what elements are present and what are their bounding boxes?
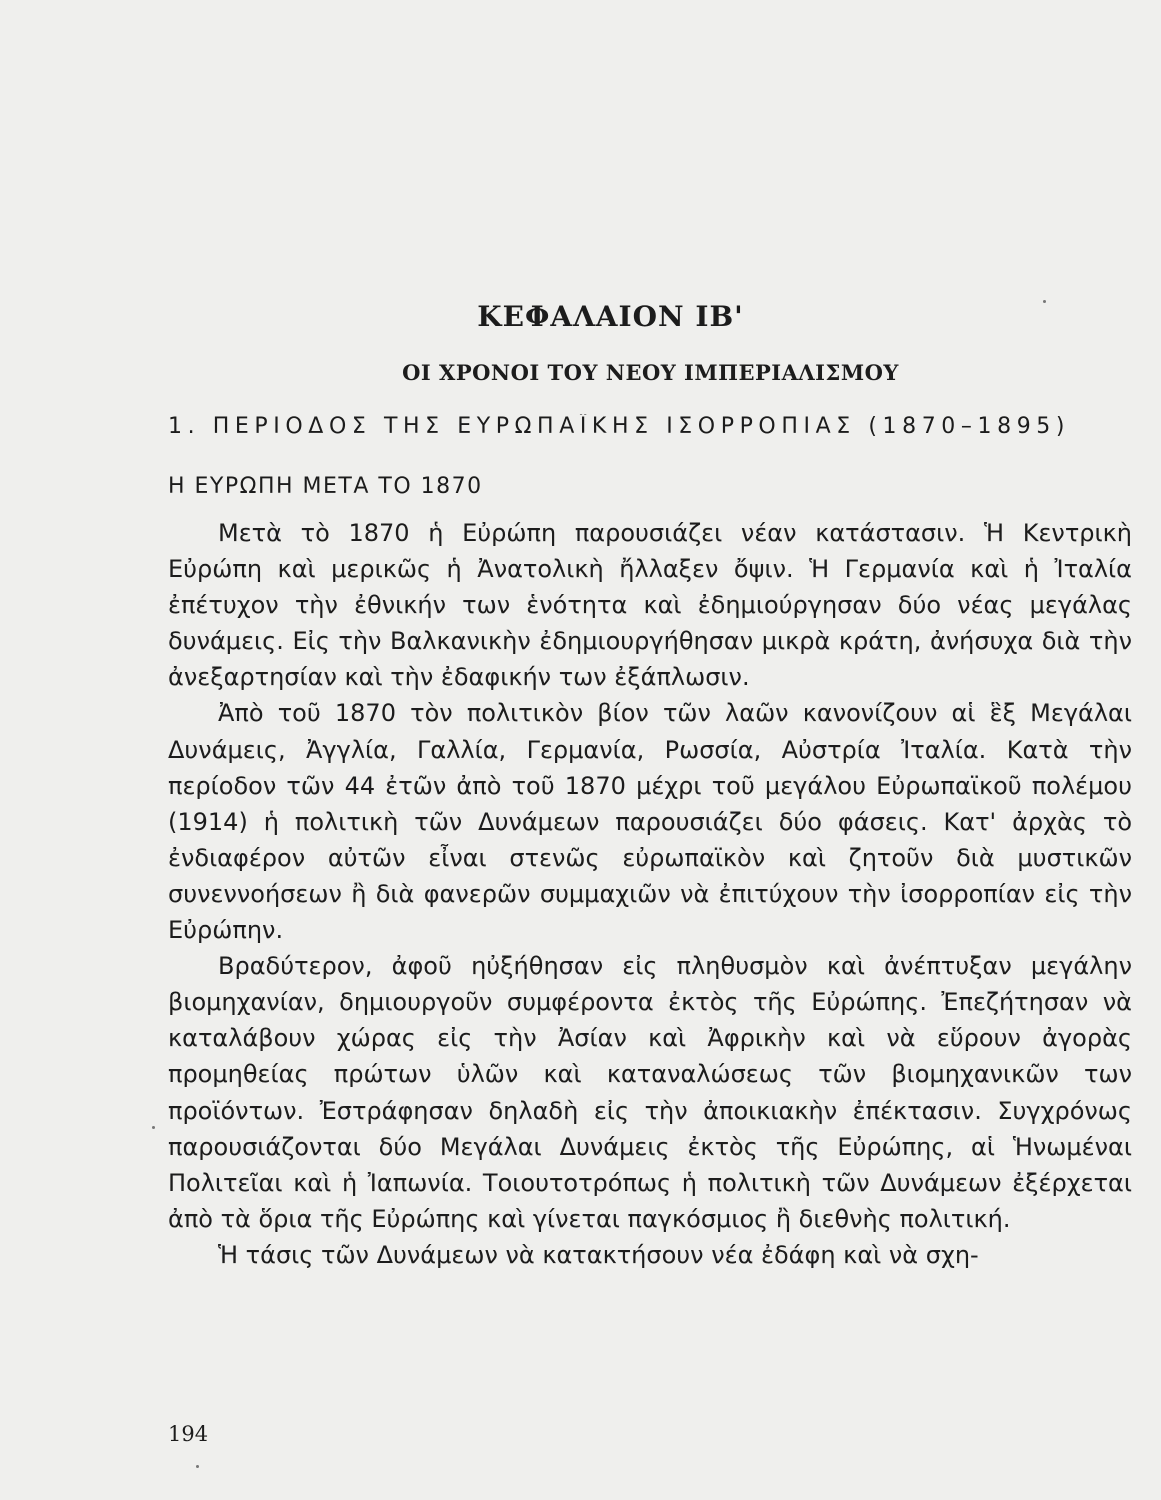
paper-fleck	[196, 1465, 199, 1468]
chapter-title: ΚΕΦΑΛΑΙΟΝ ΙΒ'	[477, 300, 744, 333]
paper-fleck	[1043, 300, 1046, 303]
chapter-subtitle: ΟΙ ΧΡΟΝΟΙ ΤΟΥ ΝΕΟΥ ΙΜΠΕΡΙΑΛΙΣΜΟΥ	[402, 360, 899, 385]
subsection-heading: Η ΕΥΡΩΠΗ ΜΕΤΑ ΤΟ 1870	[168, 474, 483, 499]
page-number: 194	[168, 1422, 209, 1446]
body-text	[168, 515, 1132, 1273]
paragraph-1: Μετὰ τὸ 1870 ἡ Εὐρώπη παρουσιάζει νέαν κατάστασιν. Ἡ Κεντρικὴ Εὐρώπη καὶ μερικῶς ἡ Ἀνατολικὴ ἤλλαξεν ὄψιν. Ἡ Γερμανία καὶ ἡ Ἰταλία ἐπέτυχον τὴν ἐθνικήν των ἑνότητα καὶ ἐδημιούργησαν δύο νέας μεγάλας δυνάμεις. Εἰς τὴν Βαλκανικὴν ἐδημιουργήθησαν μικρὰ κράτη, ἀνήσυχα διὰ τὴν ἀνεξαρτησίαν καὶ τὴν ἐδαφικήν των ἐξάπλωσιν.	[168, 519, 1132, 692]
section-heading: 1. ΠΕΡΙΟΔΟΣ ΤΗΣ ΕΥΡΩΠΑΪΚΗΣ ΙΣΟΡΡΟΠΙΑΣ (1870–1895)	[168, 414, 1071, 439]
paragraph-2: Ἀπὸ τοῦ 1870 τὸν πολιτικὸν βίον τῶν λαῶν κανονίζουν αἱ ἓξ Μεγάλαι Δυνάμεις, Ἀγγλία, Γαλλία, Γερμανία, Ρωσσία, Αὐστρία Ἰταλία. Κατὰ τὴν περίοδον τῶν 44 ἐτῶν ἀπὸ τοῦ 1870 μέχρι τοῦ μεγάλου Εὐρωπαϊκοῦ πολέμου (1914) ἡ πολιτικὴ τῶν Δυνάμεων παρουσιάζει δύο φάσεις. Κατ' ἀρχὰς τὸ ἐνδιαφέρον αὐτῶν εἶναι στενῶς εὐρωπαϊκὸν καὶ ζητοῦν διὰ μυστικῶν συνεννοήσεων ἢ διὰ φανερῶν συμμαχιῶν νὰ ἐπιτύχουν τὴν ἰσορροπίαν εἰς τὴν Εὐρώπην.	[168, 699, 1132, 945]
paragraph-3: Βραδύτερον, ἀφοῦ ηὐξήθησαν εἰς πληθυσμὸν καὶ ἀνέπτυξαν μεγάλην βιομηχανίαν, δημιουργοῦν συμφέροντα ἐκτὸς τῆς Εὐρώπης. Ἐπεζήτησαν νὰ καταλάβουν χώρας εἰς τὴν Ἀσίαν καὶ Ἀφρικὴν καὶ νὰ εὕρουν ἀγορὰς προμηθείας πρώτων ὑλῶν καὶ καταναλώσεως τῶν βιομηχανικῶν των προϊόντων. Ἐστράφησαν δηλαδὴ εἰς τὴν ἀποικιακὴν ἐπέκτασιν. Συγχρόνως παρουσιάζονται δύο Μεγάλαι Δυνάμεις ἐκτὸς τῆς Εὐρώπης, αἱ Ἡνωμέναι Πολιτεῖαι καὶ ἡ Ἰαπωνία. Τοιουτοτρόπως ἡ πολιτικὴ τῶν Δυνάμεων ἐξέρχεται ἀπὸ τὰ ὅρια τῆς Εὐρώπης καὶ γίνεται παγκόσμιος ἢ διεθνὴς πολιτική.	[168, 952, 1132, 1233]
paper-fleck	[152, 1126, 155, 1129]
paragraph-4: Ἡ τάσις τῶν Δυνάμεων νὰ κατακτήσουν νέα ἐδάφη καὶ νὰ σχη-	[218, 1240, 979, 1269]
